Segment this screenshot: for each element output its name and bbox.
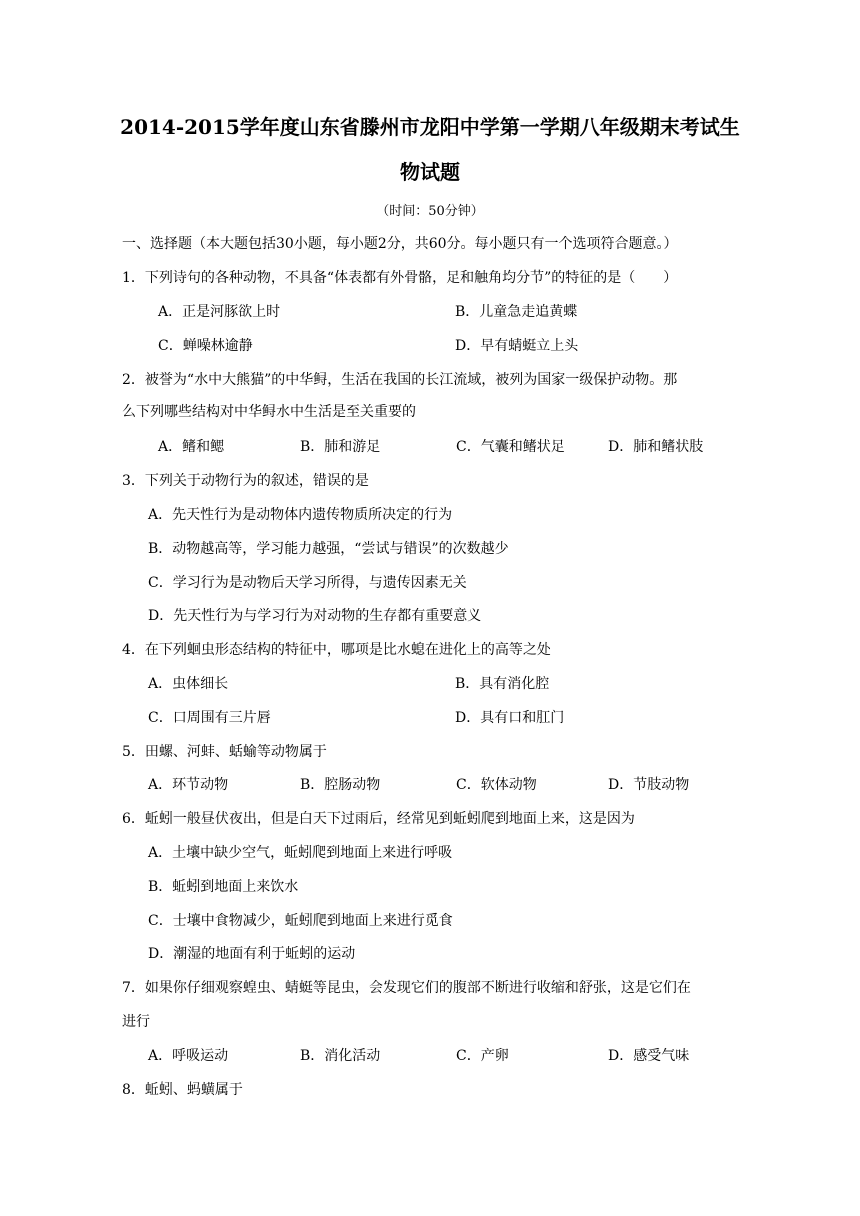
question-1-option-d: D．早有蜻蜓立上头 — [455, 338, 579, 354]
question-4-stem: 4．在下列蛔虫形态结构的特征中，哪项是比水螅在进化上的高等之处 — [122, 642, 551, 658]
question-7-option-b: B．消化活动 — [300, 1048, 381, 1064]
exam-title-line-2: 物试题 — [400, 160, 460, 184]
question-7-option-d: D．感受气味 — [608, 1048, 690, 1064]
question-8-stem: 8．蚯蚓、蚂蟥属于 — [122, 1082, 243, 1098]
exam-title-line-1: 2014-2015学年度山东省滕州市龙阳中学第一学期八年级期末考试生 — [120, 115, 740, 139]
question-7-option-a: A．呼吸运动 — [148, 1048, 229, 1064]
question-2-stem-line-2: 么下列哪些结构对中华鲟水中生活是至关重要的 — [122, 404, 416, 420]
question-4-option-d: D．具有口和肛门 — [455, 710, 565, 726]
question-5-option-b: B．腔肠动物 — [300, 777, 381, 793]
question-2-option-c: C．气囊和鳍状足 — [456, 439, 565, 455]
question-6-option-a: A．土壤中缺少空气，蚯蚓爬到地面上来进行呼吸 — [148, 845, 453, 861]
question-5-stem: 5．田螺、河蚌、蛞蝓等动物属于 — [122, 744, 327, 760]
question-5-option-a: A．环节动物 — [148, 777, 229, 793]
question-1-option-a: A．正是河豚欲上时 — [158, 304, 281, 320]
question-3-option-c: C．学习行为是动物后天学习所得，与遗传因素无关 — [148, 575, 467, 591]
question-3-option-a: A．先天性行为是动物体内遗传物质所决定的行为 — [148, 507, 453, 523]
question-4-option-b: B．具有消化腔 — [455, 676, 550, 692]
question-6-option-c: C．士壤中食物减少，蚯蚓爬到地面上来进行觅食 — [148, 913, 453, 929]
question-6-option-d: D．潮湿的地面有利于蚯蚓的运动 — [148, 946, 356, 962]
question-7-stem-line-2: 进行 — [122, 1014, 150, 1030]
question-4-option-a: A．虫体细长 — [148, 676, 229, 692]
question-5-option-c: C．软体动物 — [456, 777, 537, 793]
question-3-stem: 3．下列关于动物行为的叙述，错误的是 — [122, 473, 369, 489]
question-1-option-c: C．蝉噪林逾静 — [158, 338, 253, 354]
question-6-option-b: B．蚯蚓到地面上来饮水 — [148, 879, 299, 895]
question-1-stem: 1．下列诗句的各种动物，不具备“体表都有外骨骼，足和触角均分节”的特征的是（ ） — [122, 270, 678, 286]
question-6-stem: 6．蚯蚓一般昼伏夜出，但是白天下过雨后，经常见到蚯蚓爬到地面上来，这是因为 — [122, 811, 635, 827]
section-heading: 一、选择题（本大题包括30小题，每小题2分，共60分。每小题只有一个选项符合题意。） — [122, 236, 678, 252]
exam-time-note: （时间：50分钟） — [376, 204, 484, 219]
question-7-option-c: C．产卵 — [456, 1048, 509, 1064]
question-1-option-b: B．儿童急走追黄蝶 — [455, 304, 578, 320]
question-2-option-a: A．鳍和鳃 — [158, 439, 225, 455]
question-3-option-d: D．先天性行为与学习行为对动物的生存都有重要意义 — [148, 608, 482, 624]
question-2-stem-line-1: 2．被誉为“水中大熊猫”的中华鲟，生活在我国的长江流域，被列为国家一级保护动物。那 — [122, 372, 678, 388]
question-2-option-b: B．肺和游足 — [300, 439, 381, 455]
question-2-option-d: D．肺和鳍状肢 — [608, 439, 704, 455]
question-7-stem-line-1: 7．如果你仔细观察蝗虫、蜻蜓等昆虫，会发现它们的腹部不断进行收缩和舒张，这是它们在 — [122, 980, 691, 996]
question-3-option-b: B．动物越高等，学习能力越强，“尝试与错误”的次数越少 — [148, 541, 509, 557]
question-4-option-c: C．口周围有三片唇 — [148, 710, 271, 726]
question-5-option-d: D．节肢动物 — [608, 777, 690, 793]
